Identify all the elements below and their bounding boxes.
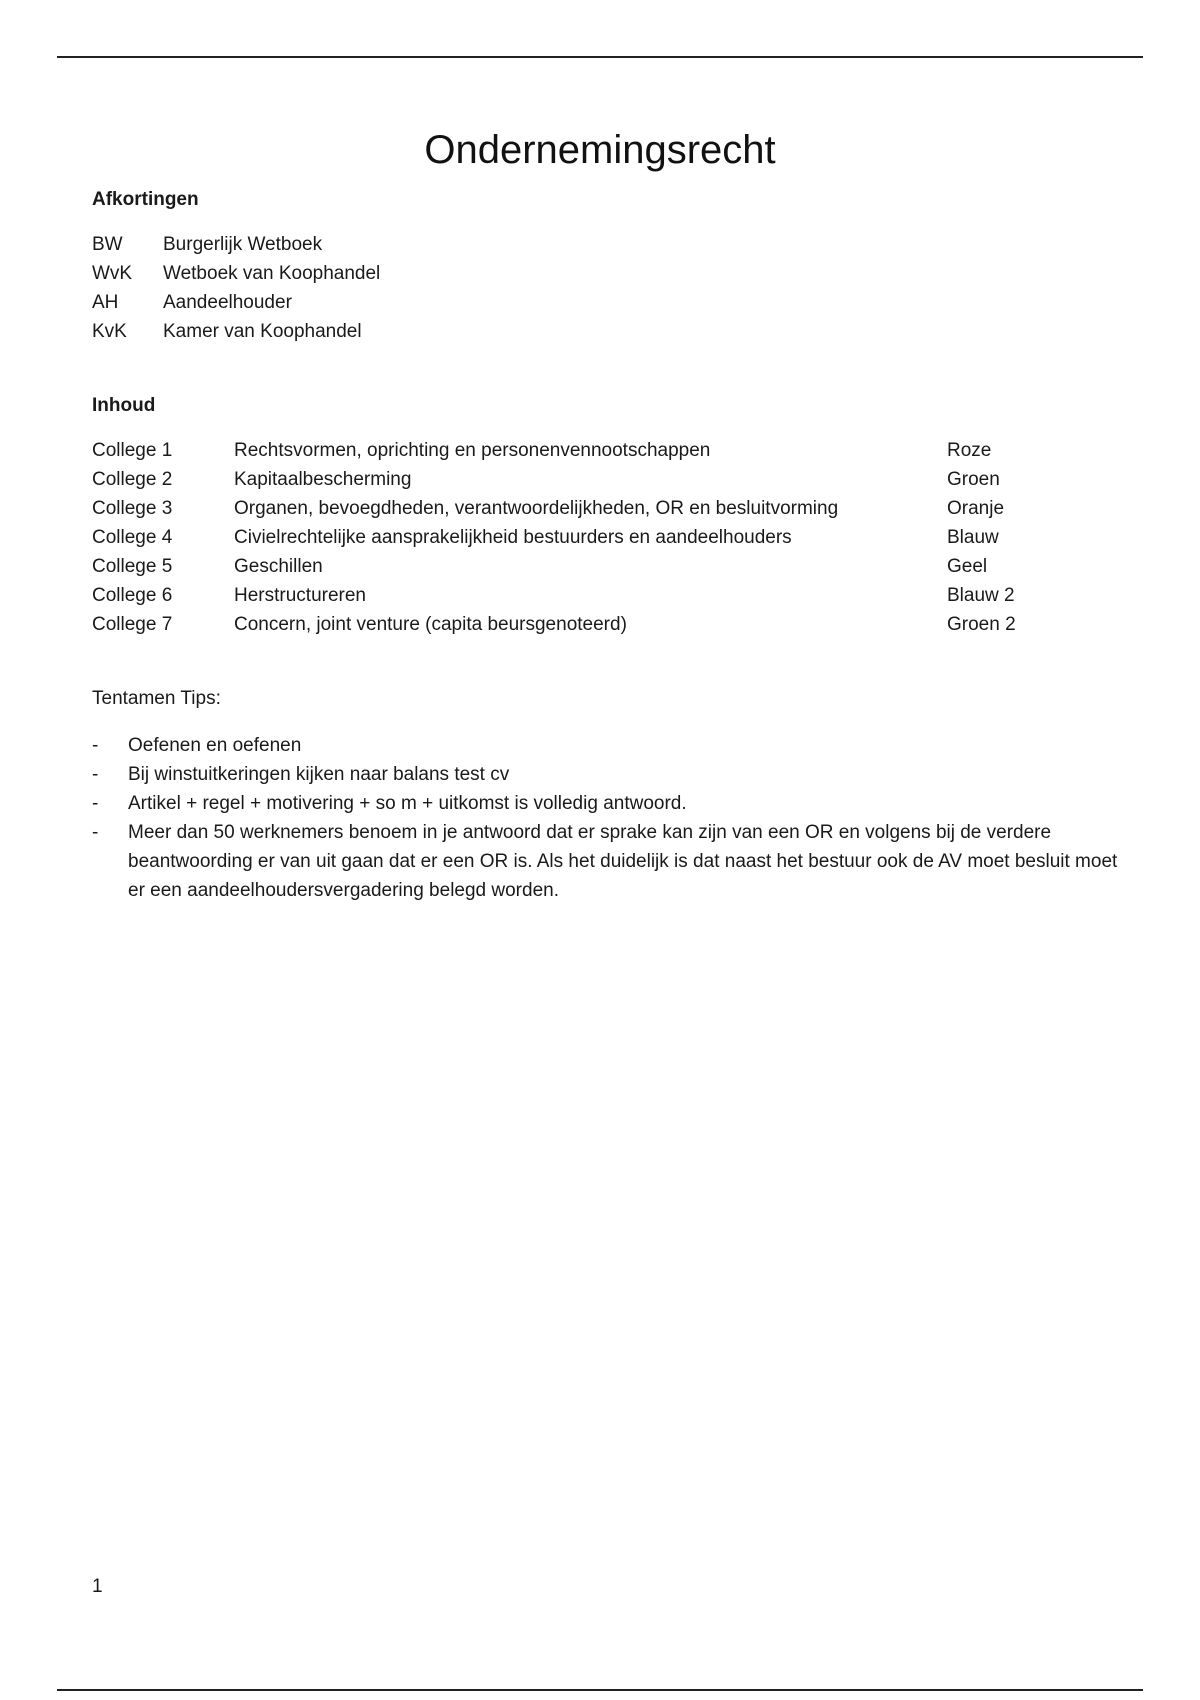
toc-row: [92, 494, 1102, 523]
toc-topic: Concern, joint venture (capita beursgenoteerd): [234, 614, 627, 635]
tips-list: [92, 731, 1118, 905]
bullet-dash: -: [92, 735, 99, 756]
bottom-rule: [57, 1689, 1143, 1691]
abbreviation-row: [92, 230, 1102, 259]
abbreviation-meaning: Aandeelhouder: [163, 292, 292, 313]
toc-row: [92, 523, 1102, 552]
abbreviation-key: WvK: [92, 263, 133, 284]
toc-topic: Kapitaalbescherming: [234, 469, 412, 490]
page-number: 1: [92, 1576, 103, 1597]
toc-college: College 6: [92, 585, 173, 606]
top-rule: [57, 56, 1143, 58]
toc-topic: Organen, bevoegdheden, verantwoordelijkheden, OR en besluitvorming: [234, 498, 839, 519]
toc-row: [92, 552, 1102, 581]
inhoud-heading: Inhoud: [92, 395, 156, 416]
toc-topic: Civielrechtelijke aansprakelijkheid bestuurders en aandeelhouders: [234, 527, 792, 548]
document-body: [92, 186, 1118, 924]
tips-heading: Tentamen Tips:: [92, 688, 221, 709]
abbreviation-meaning: Burgerlijk Wetboek: [163, 234, 323, 255]
tip-item: [92, 818, 1128, 905]
page-title: Ondernemingsrecht: [424, 128, 776, 172]
toc-color: Blauw 2: [947, 585, 1015, 606]
toc-color: Oranje: [947, 498, 1005, 519]
toc-color: Roze: [947, 440, 992, 461]
bullet-dash: -: [92, 764, 99, 785]
toc-college: College 5: [92, 556, 173, 577]
toc-college: College 4: [92, 527, 173, 548]
tip-text: Artikel + regel + motivering + so m + uitkomst is volledig antwoord.: [128, 793, 687, 814]
abbreviation-key: BW: [92, 234, 123, 255]
afkortingen-heading: Afkortingen: [92, 189, 199, 210]
abbreviation-row: [92, 288, 1102, 317]
toc-color: Geel: [947, 556, 988, 577]
toc-topic: Rechtsvormen, oprichting en personenvennootschappen: [234, 440, 711, 461]
abbreviation-key: KvK: [92, 321, 127, 342]
table-of-contents: [92, 436, 1102, 639]
tip-item: [92, 760, 1128, 789]
abbreviation-row: [92, 317, 1102, 346]
toc-topic: Geschillen: [234, 556, 323, 577]
abbreviation-row: [92, 259, 1102, 288]
tip-text: Bij winstuitkeringen kijken naar balans test cv: [128, 764, 510, 785]
toc-row: [92, 436, 1102, 465]
tip-item: [92, 789, 1128, 818]
toc-row: [92, 581, 1102, 610]
toc-color: Groen: [947, 469, 1000, 490]
abbreviation-key: AH: [92, 292, 119, 313]
toc-college: College 7: [92, 614, 173, 635]
toc-row: [92, 465, 1102, 494]
bullet-dash: -: [92, 793, 99, 814]
toc-college: College 1: [92, 440, 173, 461]
tip-item: [92, 731, 1128, 760]
toc-college: College 3: [92, 498, 173, 519]
toc-topic: Herstructureren: [234, 585, 366, 606]
toc-college: College 2: [92, 469, 173, 490]
toc-color: Blauw: [947, 527, 999, 548]
abbreviation-list: [92, 230, 1102, 346]
bullet-dash: -: [92, 822, 99, 843]
toc-row: [92, 610, 1102, 639]
abbreviation-meaning: Kamer van Koophandel: [163, 321, 362, 342]
tip-text: Meer dan 50 werknemers benoem in je antwoord dat er sprake kan zijn van een OR en volgens bij de verdere beantwoording er van uit gaan dat er een OR is. Als het duidelijk is dat naast het bestuur ook de AV moet besluit moet er een aandeelhoudersvergadering belegd worden.: [128, 822, 1118, 901]
abbreviation-meaning: Wetboek van Koophandel: [163, 263, 381, 284]
toc-color: Groen 2: [947, 614, 1016, 635]
tip-text: Oefenen en oefenen: [128, 735, 302, 756]
